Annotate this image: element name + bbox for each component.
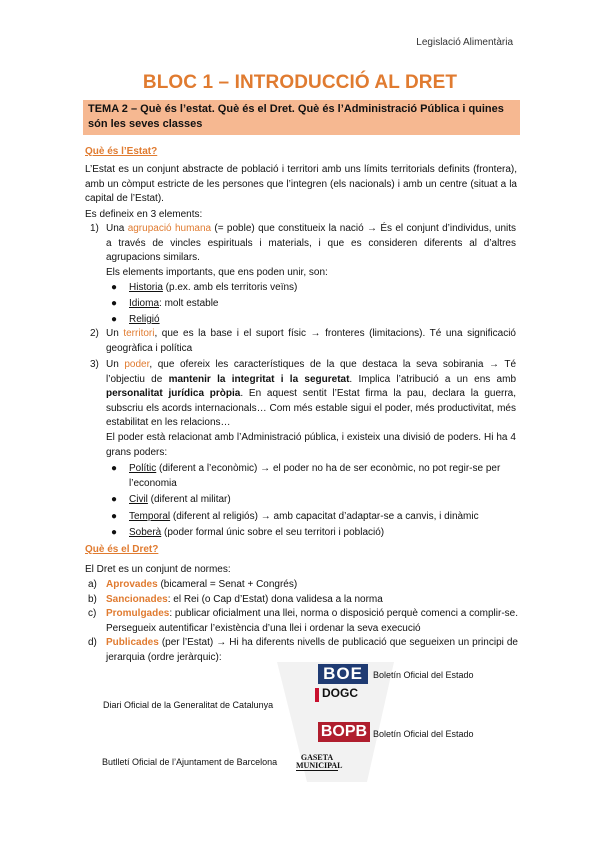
- page-title: BLOC 1 – INTRODUCCIÓ AL DRET: [142, 72, 458, 93]
- section-heading-estat: Què és l’Estat?: [85, 146, 158, 157]
- bopb-logo: BOPB: [318, 722, 370, 742]
- keyword-agrupacio: agrupació humana: [127, 223, 212, 234]
- gaseta-label: Butlletí Oficial de l’Ajuntament de Barcelona: [102, 757, 278, 767]
- section-heading-dret: Què és el Dret?: [85, 544, 159, 555]
- dogc-flag-icon: [315, 688, 319, 702]
- list-item: ● Civil (diferent al militar): [111, 494, 231, 506]
- dret-list: [88, 578, 518, 666]
- list-item: ● Soberà (poder formal únic sobre el seu territori i població): [111, 527, 385, 539]
- list-item: a) Aprovades (bicameral = Senat + Congrés): [88, 579, 298, 590]
- list-item: ● Temporal (diferent al religiós) → amb capacitat d’adaptar-se a canvis, i dinàmic: [111, 510, 479, 522]
- boe-logo: BOE: [318, 664, 368, 684]
- bullet-list-poders: [111, 462, 516, 541]
- dogc-label: Diari Oficial de la Generalitat de Catalunya: [103, 700, 274, 710]
- running-header: Legislació Alimentària: [416, 37, 513, 48]
- poder-paragraph: El poder està relacionat amb l’Administració pública, i existeix una divisió de poders. Hi ha 4 grans poders:: [106, 432, 516, 458]
- bopb-label: Boletín Oficial del Estado: [373, 729, 474, 739]
- element-1-sub: Els elements importants, que ens poden unir, son:: [106, 267, 328, 278]
- list-number: 1): [90, 223, 99, 234]
- dogc-logo: DOGC: [322, 686, 358, 700]
- element-2-text: Un territori, que es la base i el suport físic → fronteres (limitacions). Té una significació geogràfica i política: [106, 328, 516, 354]
- elements-intro: Es defineix en 3 elements:: [85, 209, 203, 220]
- list-item: ● Polític (diferent a l’econòmic) → el poder no ha de ser econòmic, no pot regir-se per l’economia: [111, 463, 501, 489]
- list-number: 3): [90, 359, 99, 370]
- publication-hierarchy-figure: [82, 662, 514, 782]
- dret-intro: El Dret es un conjunt de normes:: [85, 564, 231, 575]
- list-item: c) Promulgades: publicar oficialment una llei, norma o disposició perquè comenci a complir-se. Persegueix autentificar l’existència d’una llei i ordenar la seva execució: [88, 608, 518, 634]
- element-1-text: Una agrupació humana (= poble) que constitueix la nació → És el conjunt d’individus, units a través de vincles espirituals i materials, i que es consideren diferents al d’altres agrupacions similars.: [106, 223, 516, 264]
- keyword-poder: poder: [124, 359, 150, 370]
- estat-intro: L’Estat es un conjunt abstracte de població i territori amb uns límits territorials definits (frontera), amb un còmput estricte de les persones que l’integren (els nacionals) i amb un centre (situat a la capital de l’Estat).: [85, 164, 517, 205]
- list-number: 2): [90, 328, 99, 339]
- element-3-text: Un poder, que ofereix les característiques de la que destaca la seva sobirania → Té l’objectiu de mantenir la integritat i la seguretat. Implica l’atribució a un ens amb personalitat jurídica pròpia. En aquest sentit l’Estat firma la pau, declara la guerra, subscriu els acords internacionals… Com més estable sigui el poder, més productivitat, més estabilitat en les relacions…: [106, 359, 517, 429]
- list-item: d) Publicades (per l’Estat) → Hi ha diferents nivells de publicació que segueixen un principi de jerarquia (ordre jeràrquic):: [88, 637, 518, 663]
- keyword-territori: territori: [123, 328, 155, 339]
- topic-banner: TEMA 2 – Què és l’estat. Què és el Dret. Què és l’Administració Pública i quines són les seves classes: [83, 100, 520, 135]
- gaseta-logo: GASETA MUNICIPAL: [296, 753, 343, 770]
- list-item: b) Sancionades: el Rei (o Cap d’Estat) dona validesa a la norma: [88, 593, 383, 605]
- boe-label: Boletín Oficial del Estado: [373, 670, 474, 680]
